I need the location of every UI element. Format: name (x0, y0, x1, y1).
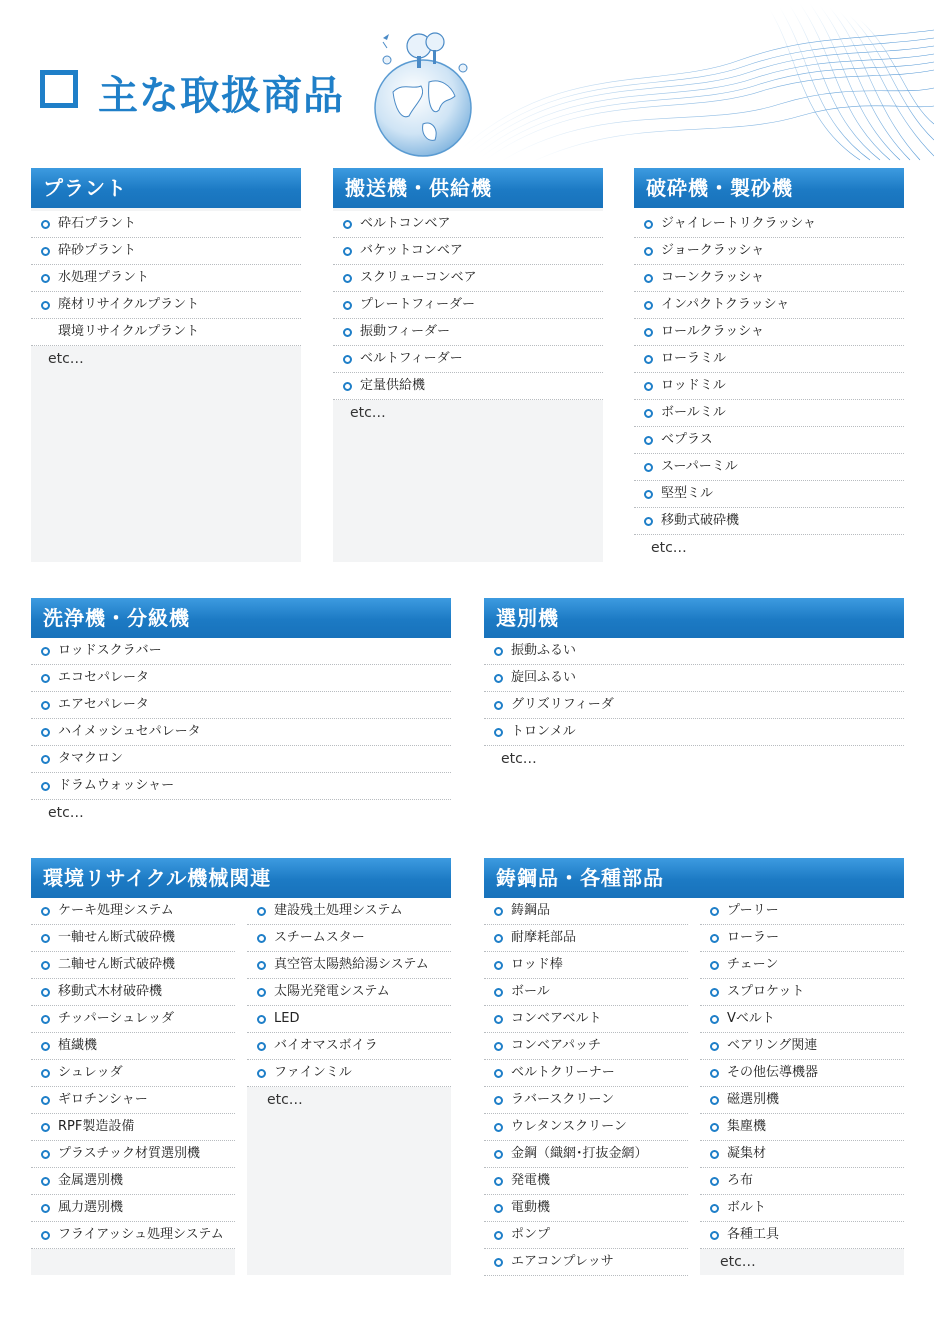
bullet-icon (41, 247, 50, 256)
bullet-icon (343, 301, 352, 310)
page-title: 主な取扱商品 (98, 73, 344, 119)
list-item: ボールミル (634, 400, 904, 427)
list-item: スプロケット (700, 979, 904, 1006)
list-item: 砕石プラント (31, 211, 301, 238)
list-item: ボール (484, 979, 688, 1006)
bullet-icon (494, 1177, 503, 1186)
list-item: スーパーミル (634, 454, 904, 481)
bullet-icon (710, 1150, 719, 1159)
list-item: スクリューコンベア (333, 265, 603, 292)
bullet-icon (494, 1231, 503, 1240)
title-square-icon (40, 70, 78, 108)
list-item: トロンメル (484, 719, 904, 746)
list-item: 金属選別機 (31, 1168, 235, 1195)
list-item: ジョークラッシャ (634, 238, 904, 265)
bullet-icon (644, 247, 653, 256)
bullet-icon (710, 1204, 719, 1213)
etc-text: etc… (651, 540, 687, 556)
bullet-icon (257, 1069, 266, 1078)
bullet-icon (494, 988, 503, 997)
bullet-icon (257, 907, 266, 916)
bullet-icon (41, 220, 50, 229)
bullet-icon (343, 247, 352, 256)
etc-text: etc… (350, 405, 386, 421)
list-item: バイオマスボイラ (247, 1033, 451, 1060)
globe-illustration (365, 20, 485, 160)
list-item: エアコンプレッサ (484, 1249, 688, 1276)
panel-title: プラント (31, 168, 301, 208)
bullet-icon (343, 355, 352, 364)
bullet-icon (41, 1096, 50, 1105)
bullet-icon (257, 1042, 266, 1051)
bullet-icon (494, 961, 503, 970)
bullet-icon (644, 274, 653, 283)
bullet-icon (41, 907, 50, 916)
bullet-icon (644, 328, 653, 337)
panel-recycle (31, 858, 451, 1242)
etc-text: etc… (48, 805, 84, 821)
panel-washer (31, 598, 451, 826)
list-item: チッパーシュレッダ (31, 1006, 235, 1033)
bullet-icon (257, 988, 266, 997)
list-item: チェーン (700, 952, 904, 979)
bullet-icon (343, 220, 352, 229)
list-item: プーリー (700, 898, 904, 925)
panel-column-left (484, 898, 688, 1276)
panel-conveyor (333, 168, 603, 562)
list-item: 磁選別機 (700, 1087, 904, 1114)
bullet-icon (41, 1150, 50, 1159)
list-item: ロッドスクラバー (31, 638, 451, 665)
bullet-icon (644, 436, 653, 445)
list-item: ローラー (700, 925, 904, 952)
list-item: インパクトクラッシャ (634, 292, 904, 319)
bullet-icon (644, 220, 653, 229)
panel-title: 鋳鋼品・各種部品 (484, 858, 904, 898)
list-item: 耐摩耗部品 (484, 925, 688, 952)
bullet-icon (41, 274, 50, 283)
list-item: 鋳鋼品 (484, 898, 688, 925)
panel-body (484, 638, 904, 772)
bullet-icon (494, 907, 503, 916)
list-item: 植繊機 (31, 1033, 235, 1060)
list-item: 発電機 (484, 1168, 688, 1195)
list-item: ロールクラッシャ (634, 319, 904, 346)
panel-column-right (700, 898, 904, 1275)
etc-text: etc… (267, 1092, 303, 1108)
bullet-icon (494, 1015, 503, 1024)
bullet-icon (41, 934, 50, 943)
bullet-icon (710, 1231, 719, 1240)
list-item: ギロチンシャー (31, 1087, 235, 1114)
bullet-icon (257, 961, 266, 970)
panel-title: 洗浄機・分級機 (31, 598, 451, 638)
list-item: ハイメッシュセパレータ (31, 719, 451, 746)
bullet-icon (41, 961, 50, 970)
list-item: バケットコンベア (333, 238, 603, 265)
bullet-icon (644, 490, 653, 499)
panel-column-left (31, 898, 235, 1275)
list-item: ロッド棒 (484, 952, 688, 979)
list-item: ベルトフィーダー (333, 346, 603, 373)
panel-crusher (634, 168, 904, 561)
bullet-icon (644, 382, 653, 391)
bullet-icon (41, 1042, 50, 1051)
list-item: 振動フィーダー (333, 319, 603, 346)
list-item: グリズリフィーダ (484, 692, 904, 719)
bullet-icon (710, 1069, 719, 1078)
list-item: ボルト (700, 1195, 904, 1222)
list-item: 移動式木材破砕機 (31, 979, 235, 1006)
panel-body (333, 208, 603, 562)
list-item: 太陽光発電システム (247, 979, 451, 1006)
bullet-icon (710, 1015, 719, 1024)
list-item: ファインミル (247, 1060, 451, 1087)
panel-plant (31, 168, 301, 562)
list-item: その他伝導機器 (700, 1060, 904, 1087)
list-item: LED (247, 1006, 451, 1033)
panel-body (634, 208, 904, 561)
panel-body (31, 638, 451, 826)
bullet-icon (644, 301, 653, 310)
list-item: ジャイレートリクラッシャ (634, 211, 904, 238)
panel-title: 破砕機・製砂機 (634, 168, 904, 208)
bullet-icon (494, 1258, 503, 1267)
bullet-icon (494, 1042, 503, 1051)
bullet-icon (710, 988, 719, 997)
list-item: エアセパレータ (31, 692, 451, 719)
list-item: 二軸せん断式破砕機 (31, 952, 235, 979)
list-item: 砕砂プラント (31, 238, 301, 265)
list-item: プラスチック材質選別機 (31, 1141, 235, 1168)
panel-sorter (484, 598, 904, 772)
bullet-icon (494, 1123, 503, 1132)
list-item: コンベアベルト (484, 1006, 688, 1033)
list-item: 旋回ふるい (484, 665, 904, 692)
list-item: ろ布 (700, 1168, 904, 1195)
bullet-icon (710, 1177, 719, 1186)
list-item: ベアリング関連 (700, 1033, 904, 1060)
bullet-icon (494, 934, 503, 943)
bullet-icon (494, 1069, 503, 1078)
list-item: スチームスター (247, 925, 451, 952)
bullet-icon (257, 934, 266, 943)
list-item: 凝集材 (700, 1141, 904, 1168)
list-item: ケーキ処理システム (31, 898, 235, 925)
bullet-icon (41, 728, 50, 737)
list-item: コンベアパッチ (484, 1033, 688, 1060)
list-item: ベルトコンベア (333, 211, 603, 238)
bullet-icon (494, 701, 503, 710)
bullet-icon (494, 728, 503, 737)
list-item: ベルトクリーナー (484, 1060, 688, 1087)
bullet-icon (710, 1042, 719, 1051)
list-item: エコセパレータ (31, 665, 451, 692)
bullet-icon (41, 647, 50, 656)
etc-text: etc… (501, 751, 537, 767)
etc-text: etc… (48, 351, 84, 367)
list-item: プレートフィーダー (333, 292, 603, 319)
list-item: Vベルト (700, 1006, 904, 1033)
list-item: 水処理プラント (31, 265, 301, 292)
list-item: ローラミル (634, 346, 904, 373)
list-item: 建設残土処理システム (247, 898, 451, 925)
bullet-icon (257, 1015, 266, 1024)
page-header (0, 0, 934, 165)
list-item: ポンプ (484, 1222, 688, 1249)
bullet-icon (710, 934, 719, 943)
list-sub-item: 環境リサイクルプラント (31, 319, 301, 346)
bullet-icon (494, 1096, 503, 1105)
bullet-icon (41, 674, 50, 683)
bullet-icon (41, 1177, 50, 1186)
list-item: タマクロン (31, 746, 451, 773)
list-item: 金鋼（織網･打抜金網） (484, 1141, 688, 1168)
bullet-icon (644, 463, 653, 472)
bullet-icon (710, 961, 719, 970)
bullet-icon (41, 988, 50, 997)
list-item: 電動機 (484, 1195, 688, 1222)
bullet-icon (41, 1069, 50, 1078)
bullet-icon (343, 382, 352, 391)
list-item: コーンクラッシャ (634, 265, 904, 292)
bullet-icon (494, 1204, 503, 1213)
list-item: RPF製造設備 (31, 1114, 235, 1141)
list-item: ロッドミル (634, 373, 904, 400)
bullet-icon (343, 274, 352, 283)
list-item: シュレッダ (31, 1060, 235, 1087)
bullet-icon (41, 1015, 50, 1024)
bullet-icon (494, 647, 503, 656)
bullet-icon (41, 782, 50, 791)
list-item: 各種工具 (700, 1222, 904, 1249)
list-item: 定量供給機 (333, 373, 603, 400)
panel-body (31, 208, 301, 562)
panel-column-right (247, 898, 451, 1275)
bullet-icon (41, 1231, 50, 1240)
bullet-icon (494, 1150, 503, 1159)
bullet-icon (644, 355, 653, 364)
bullet-icon (41, 301, 50, 310)
panel-parts (484, 858, 904, 1270)
list-item: ベプラス (634, 427, 904, 454)
panel-title: 搬送機・供給機 (333, 168, 603, 208)
bullet-icon (41, 1204, 50, 1213)
bullet-icon (41, 1123, 50, 1132)
bullet-icon (644, 409, 653, 418)
bullet-icon (710, 1123, 719, 1132)
list-item: 振動ふるい (484, 638, 904, 665)
list-item: フライアッシュ処理システム (31, 1222, 235, 1249)
bullet-icon (494, 674, 503, 683)
list-item: 移動式破砕機 (634, 508, 904, 535)
list-item: ドラムウォッシャー (31, 773, 451, 800)
panel-title: 環境リサイクル機械関連 (31, 858, 451, 898)
list-item: ウレタンスクリーン (484, 1114, 688, 1141)
wave-decoration (440, 0, 934, 165)
list-item: 一軸せん断式破砕機 (31, 925, 235, 952)
bullet-icon (343, 328, 352, 337)
list-item: 堅型ミル (634, 481, 904, 508)
bullet-icon (710, 1096, 719, 1105)
bullet-icon (41, 755, 50, 764)
list-item: ラバースクリーン (484, 1087, 688, 1114)
list-item: 真空管太陽熱給湯システム (247, 952, 451, 979)
etc-text: etc… (720, 1254, 756, 1270)
panel-title: 選別機 (484, 598, 904, 638)
bullet-icon (41, 701, 50, 710)
list-item: 廃材リサイクルプラント (31, 292, 301, 319)
list-item: 風力選別機 (31, 1195, 235, 1222)
bullet-icon (710, 907, 719, 916)
bullet-icon (644, 517, 653, 526)
list-item: 集塵機 (700, 1114, 904, 1141)
